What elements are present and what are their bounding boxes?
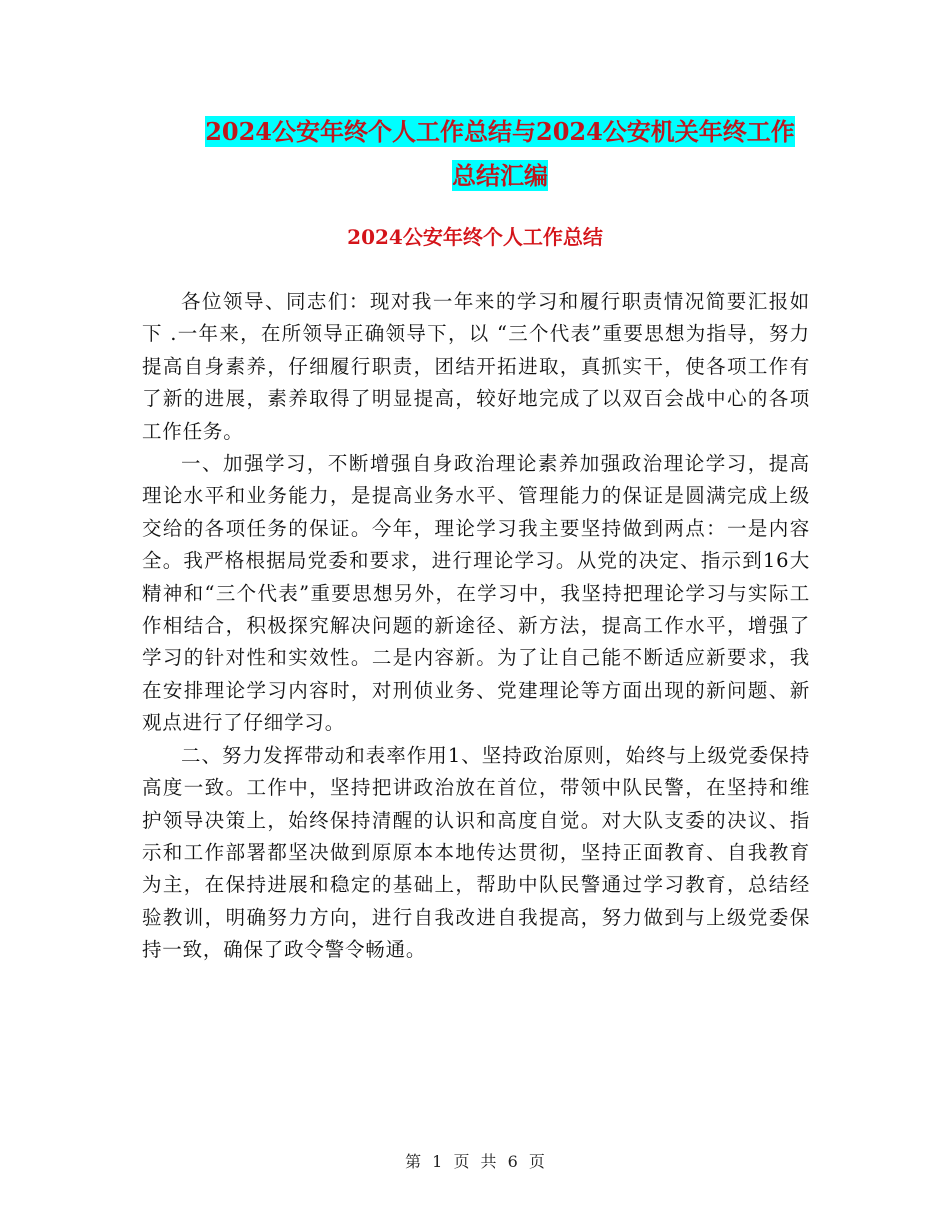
body-paragraph-2: 一、加强学习，不断增强自身政治理论素养加强政治理论学习，提高理论水平和业务能力，是提高业务水平、管理能力的保证是圆满完成上级交给的各项任务的保证。今年，理论学习我主要坚持做到两点：一是内容全。我严格根据局党委和要求，进行理论学习。从党的决定、指示到16大精神和“三个代表”重要思想另外，在学习中，我坚持把理论学习与实际工作相结合，积极探究解决问题的新途径、新方法，提高工作水平，增强了学习的针对性和实效性。二是内容新。为了让自己能不断适应新要求，我在安排理论学习内容时，对刑侦业务、党建理论等方面出现的新问题、新观点进行了仔细学习。: [142, 452, 810, 735]
section-title: 2024公安年终个人工作总结: [347, 225, 603, 249]
document-title: [150, 110, 850, 198]
document-title-line-2: 总结汇编: [452, 161, 548, 190]
body-paragraph-3: 二、努力发挥带动和表率作用1、坚持政治原则，始终与上级党委保持高度一致。工作中，坚持把讲政治放在首位，带领中队民警，在坚持和维护领导决策上，始终保持清醒的认识和高度自觉。对大队支委的决议、指示和工作部署都坚决做到原原本本地传达贯彻，坚持正面教育、自我教育为主，在保持进展和稳定的基础上，帮助中队民警通过学习教育，总结经验教训，明确努力方向，进行自我改进自我提高，努力做到与上级党委保持一致，确保了政令警令畅通。: [142, 743, 810, 962]
body-paragraph-1: 各位领导、同志们：现对我一年来的学习和履行职责情况简要汇报如下 .一年来，在所领导正确领导下，以 “三个代表”重要思想为指导，努力提高自身素养，仔细履行职责，团结开拓进取，真抓实干，使各项工作有了新的进展，素养取得了明显提高，较好地完成了以双百会战中心的各项工作任务。: [142, 290, 810, 443]
document-body: [142, 286, 810, 967]
page-indicator: 第 1 页 共 6 页: [405, 1152, 545, 1171]
page-footer: [0, 1152, 950, 1172]
document-title-line-1: 2024公安年终个人工作总结与2024公安机关年终工作: [205, 117, 795, 146]
